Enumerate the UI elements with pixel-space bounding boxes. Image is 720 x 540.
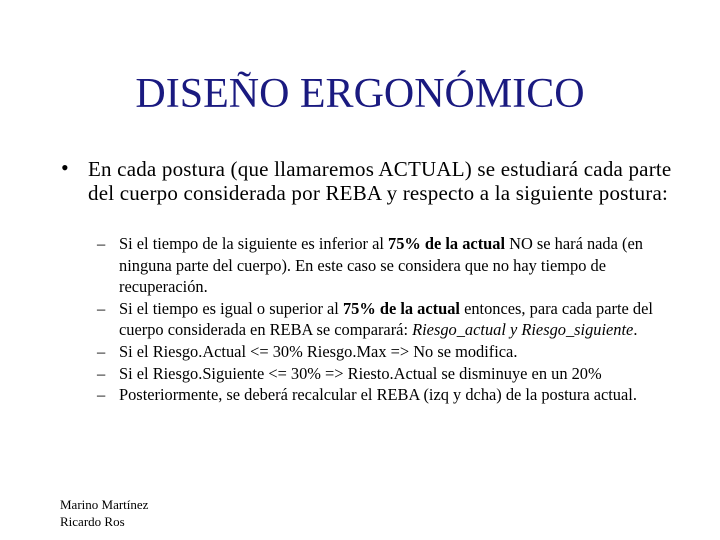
sub-bullet-text: . <box>633 320 638 340</box>
sub-bullet-item <box>97 363 677 385</box>
sub-bullet-text: Si el tiempo es igual o superior al <box>119 298 343 318</box>
sub-bullet-italic: Riesgo_actual y Riesgo_siguiente <box>412 320 634 340</box>
dash-icon: – <box>97 363 106 383</box>
sub-bullet-item <box>97 384 677 406</box>
sub-bullet-text: Si el tiempo de la siguiente es inferior al <box>119 234 389 253</box>
bullet-icon: • <box>61 155 69 180</box>
sub-bullet-text: Si el Riesgo.Siguiente <= 30% => Riesto.Actual se disminuye en un 20% <box>119 363 602 383</box>
sub-bullet-text: entonces, para cada parte del cuerpo considerada en REBA se comparará: <box>119 298 653 340</box>
sub-bullet-item <box>97 341 677 363</box>
dash-icon: – <box>97 385 106 405</box>
dash-icon: – <box>97 341 106 361</box>
author-name: Marino Martínez <box>60 497 149 512</box>
main-bullet-text: En cada postura (que llamaremos ACTUAL) se estudiará cada parte del cuerpo considerada por REBA y respecto a la siguiente postura: <box>88 157 672 205</box>
slide-title: DISEÑO ERGONÓMICO <box>135 71 585 117</box>
sub-bullet-text: Posteriormente, se deberá recalcular el REBA (izq y dcha) de la postura actual. <box>119 385 637 405</box>
author-name: Ricardo Ros <box>60 514 125 529</box>
dash-icon: – <box>97 298 106 318</box>
sub-bullet-text: Si el Riesgo.Actual <= 30% Riesgo.Max => No se modifica. <box>119 341 518 361</box>
sub-bullet-text: NO se hará nada (en ninguna parte del cuerpo). En este caso se considera que no hay tiempo de recuperación. <box>119 234 643 297</box>
sub-bullet-list <box>97 233 677 406</box>
sub-bullet-item <box>97 298 677 341</box>
dash-icon: – <box>97 234 106 253</box>
sub-bullet-emphasis: 75% de la actual <box>342 298 460 318</box>
authors-footer <box>60 496 148 530</box>
sub-bullet-item <box>97 233 677 298</box>
sub-bullet-emphasis: 75% de la actual <box>388 234 506 253</box>
